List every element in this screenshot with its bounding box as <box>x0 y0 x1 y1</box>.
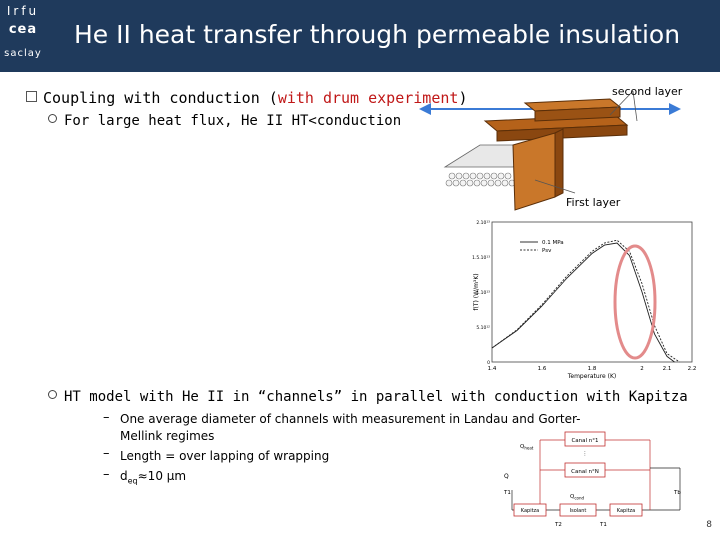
bullet-ht-model <box>48 389 688 405</box>
logo-saclay-text: saclay <box>4 48 42 59</box>
bullet-coupling-accent: with drum experiment <box>277 89 459 107</box>
label-second-layer: second layer <box>612 85 683 98</box>
irfu-cea-logo <box>0 0 46 68</box>
legend-series-2: Psv <box>542 248 552 254</box>
q-cond-label: $Q_{cond}$ <box>570 494 585 501</box>
y-tick-label: 1.5.10¹³ <box>472 256 490 261</box>
tb-label: Tb <box>674 490 681 496</box>
insulation-label: Isolant <box>569 508 587 514</box>
deq-value: ≈10 µm <box>137 469 187 483</box>
y-tick-label: 2.10¹³ <box>476 221 490 226</box>
bullet-ht-model-text: HT model with He II in “channels” in parallel with conduction with Kapitza <box>64 389 688 405</box>
kapitza-left-label: Kapitza <box>520 508 540 514</box>
chart-plot-area <box>492 222 692 362</box>
thermal-circuit-diagram <box>500 428 695 538</box>
dash-icon: – <box>103 410 110 425</box>
y-tick-label: 5.10¹² <box>476 326 490 331</box>
insulation-layers-illustration <box>405 85 705 215</box>
canal-n-label: Canal n°N <box>571 469 599 475</box>
y-tick-label: 0 <box>487 361 490 366</box>
x-tick-label: 1.8 <box>587 366 597 372</box>
x-tick-label: 2.2 <box>687 366 697 372</box>
header-bar <box>0 0 720 72</box>
logo-irfu-text: Irfu <box>6 4 40 18</box>
sub-bullet-deq <box>120 469 186 485</box>
sub-bullet-diameter-line1: One average diameter of channels with measurement in Landau and Gorter- <box>120 412 581 426</box>
legend-series-1: 0.1 MPa <box>542 240 564 246</box>
tube-bundle-ends <box>446 173 515 186</box>
arrow-right-head <box>669 103 681 115</box>
slide-title: He II heat transfer through permeable insulation <box>74 20 681 49</box>
bullet-coupling-close: ) <box>458 89 468 107</box>
y-axis-label: f(T) (W/m³K) <box>473 273 480 311</box>
deq-d: d <box>120 469 128 483</box>
bullet-large-flux <box>48 113 401 129</box>
tk-label: T1 <box>600 522 607 528</box>
arrow-left-head <box>419 103 431 115</box>
dash-icon: – <box>103 467 110 482</box>
page-number: 8 <box>706 520 712 530</box>
vertical-dots: ⋮ <box>582 451 588 457</box>
first-layer-wrap <box>513 133 555 210</box>
canal-1-label: Canal n°1 <box>571 438 599 444</box>
x-tick-label: 2 <box>640 366 644 372</box>
circle-bullet-icon <box>48 114 57 123</box>
square-bullet-icon <box>26 91 37 102</box>
x-tick-label: 2.1 <box>662 366 672 372</box>
y-tick-label: 1.10¹³ <box>476 291 490 296</box>
dash-icon: – <box>103 446 110 461</box>
heat-transfer-function-chart <box>470 220 700 390</box>
x-tick-label: 1.6 <box>537 366 547 372</box>
x-tick-label: 1.4 <box>487 366 497 372</box>
logo-cea-text: cea <box>8 22 38 37</box>
bullet-large-flux-text: For large heat flux, He II HT<conduction <box>64 113 402 129</box>
sub-bullet-length: Length = over lapping of wrapping <box>120 449 330 463</box>
t1-label: T1 <box>504 490 511 496</box>
x-axis-label: Temperature (K) <box>567 373 617 380</box>
label-first-layer: First layer <box>566 196 621 209</box>
deq-subscript: eq <box>127 476 138 486</box>
q-heat-label: $Q_{heat}$ <box>520 444 534 451</box>
bullet-coupling <box>26 89 467 107</box>
sub-bullet-diameter-line2: Mellink regimes <box>120 429 215 443</box>
bullet-coupling-text: Coupling with conduction ( <box>43 89 278 107</box>
circle-bullet-icon <box>48 390 57 399</box>
kapitza-right-label: Kapitza <box>616 508 636 514</box>
q-total-label: Q <box>504 473 509 480</box>
t2-label: T2 <box>555 522 562 528</box>
